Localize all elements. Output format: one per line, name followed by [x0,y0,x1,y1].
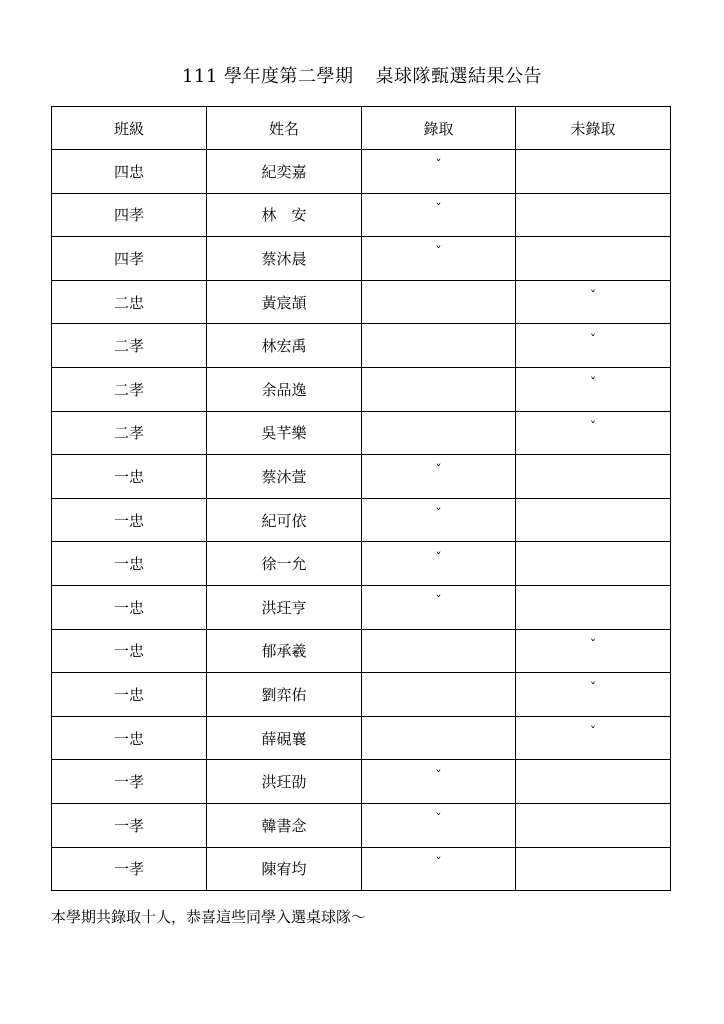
check-mark: ˇ [435,812,442,828]
cell-student-name: 黃宸頡 [207,280,362,324]
title-subject: 桌球隊甄選結果公告 [375,66,543,87]
cell-student-name: 洪玨亨 [207,585,362,629]
table-row [52,585,671,629]
cell-class: 二孝 [52,367,207,411]
check-mark: ˇ [435,201,442,217]
cell-student-name: 蔡沐萱 [207,455,362,499]
cell-class: 一忠 [52,673,207,717]
cell-not-admitted [516,367,671,411]
table-header-row [52,107,671,150]
check-mark: ˇ [589,681,597,697]
cell-not-admitted [516,455,671,499]
page-title [0,62,724,88]
check-mark: ˇ [589,289,597,305]
check-mark: ˇ [435,158,442,174]
cell-not-admitted [516,237,671,281]
cell-admitted [362,237,516,281]
check-mark: ˇ [435,245,442,261]
cell-admitted [362,847,516,891]
header-not-admitted: 未錄取 [516,107,671,150]
cell-student-name: 徐一允 [207,542,362,586]
check-mark: ˇ [435,507,442,523]
cell-admitted [362,193,516,237]
cell-class: 四孝 [52,193,207,237]
check-mark: ˇ [435,550,442,566]
check-mark: ˇ [589,419,597,435]
cell-admitted [362,280,516,324]
cell-class: 二忠 [52,280,207,324]
table-body [52,150,671,891]
cell-student-name: 陳宥均 [207,847,362,891]
check-mark: ˇ [435,463,442,479]
cell-student-name: 紀可依 [207,498,362,542]
table-row [52,280,671,324]
table-row [52,324,671,368]
cell-student-name: 吳芊樂 [207,411,362,455]
cell-admitted [362,629,516,673]
cell-student-name: 韓書念 [207,803,362,847]
cell-not-admitted [516,150,671,194]
cell-student-name: 郁承羲 [207,629,362,673]
selection-results-table [51,106,671,891]
cell-admitted [362,411,516,455]
table-row [52,847,671,891]
cell-class: 二孝 [52,411,207,455]
header-admitted: 錄取 [362,107,516,150]
cell-admitted [362,803,516,847]
check-mark: ˇ [435,768,442,784]
cell-class: 一孝 [52,760,207,804]
cell-not-admitted [516,324,671,368]
header-name: 姓名 [207,107,362,150]
check-mark: ˇ [435,594,442,610]
cell-not-admitted [516,716,671,760]
cell-admitted [362,585,516,629]
table-row [52,498,671,542]
cell-not-admitted [516,760,671,804]
check-mark: ˇ [589,725,597,741]
cell-class: 一忠 [52,716,207,760]
cell-not-admitted [516,673,671,717]
cell-not-admitted [516,847,671,891]
cell-admitted [362,455,516,499]
cell-admitted [362,673,516,717]
cell-not-admitted [516,193,671,237]
cell-student-name: 蔡沐晨 [207,237,362,281]
cell-class: 二孝 [52,324,207,368]
cell-student-name: 余品逸 [207,367,362,411]
table-row [52,803,671,847]
cell-admitted [362,542,516,586]
cell-not-admitted [516,542,671,586]
cell-admitted [362,367,516,411]
cell-student-name: 紀奕嘉 [207,150,362,194]
check-mark: ˇ [589,637,597,653]
table-row [52,367,671,411]
cell-admitted [362,760,516,804]
cell-admitted [362,498,516,542]
cell-student-name: 薛硯襄 [207,716,362,760]
cell-class: 一忠 [52,498,207,542]
cell-class: 一忠 [52,455,207,499]
cell-not-admitted [516,629,671,673]
cell-student-name: 劉弈佑 [207,673,362,717]
cell-student-name: 林 安 [207,193,362,237]
table-row [52,237,671,281]
cell-not-admitted [516,498,671,542]
table-row [52,455,671,499]
table-row [52,760,671,804]
cell-admitted [362,324,516,368]
cell-class: 一孝 [52,847,207,891]
cell-class: 四孝 [52,237,207,281]
cell-student-name: 洪玨劭 [207,760,362,804]
cell-class: 一忠 [52,585,207,629]
table-row [52,150,671,194]
cell-class: 一忠 [52,629,207,673]
check-mark: ˇ [589,332,597,348]
cell-class: 四忠 [52,150,207,194]
cell-student-name: 林宏禹 [207,324,362,368]
check-mark: ˇ [435,855,442,871]
cell-not-admitted [516,803,671,847]
cell-not-admitted [516,280,671,324]
check-mark: ˇ [589,376,597,392]
table-row [52,716,671,760]
title-term: 111 學年度第二學期 [181,66,354,87]
table-row [52,542,671,586]
table-row [52,193,671,237]
header-class: 班級 [52,107,207,150]
footnote: 本學期共錄取十人，恭喜這些同學入選桌球隊～ [51,908,367,926]
table-row [52,411,671,455]
cell-not-admitted [516,585,671,629]
table-row [52,629,671,673]
cell-class: 一忠 [52,542,207,586]
cell-admitted [362,716,516,760]
cell-admitted [362,150,516,194]
cell-not-admitted [516,411,671,455]
table-row [52,673,671,717]
cell-class: 一孝 [52,803,207,847]
